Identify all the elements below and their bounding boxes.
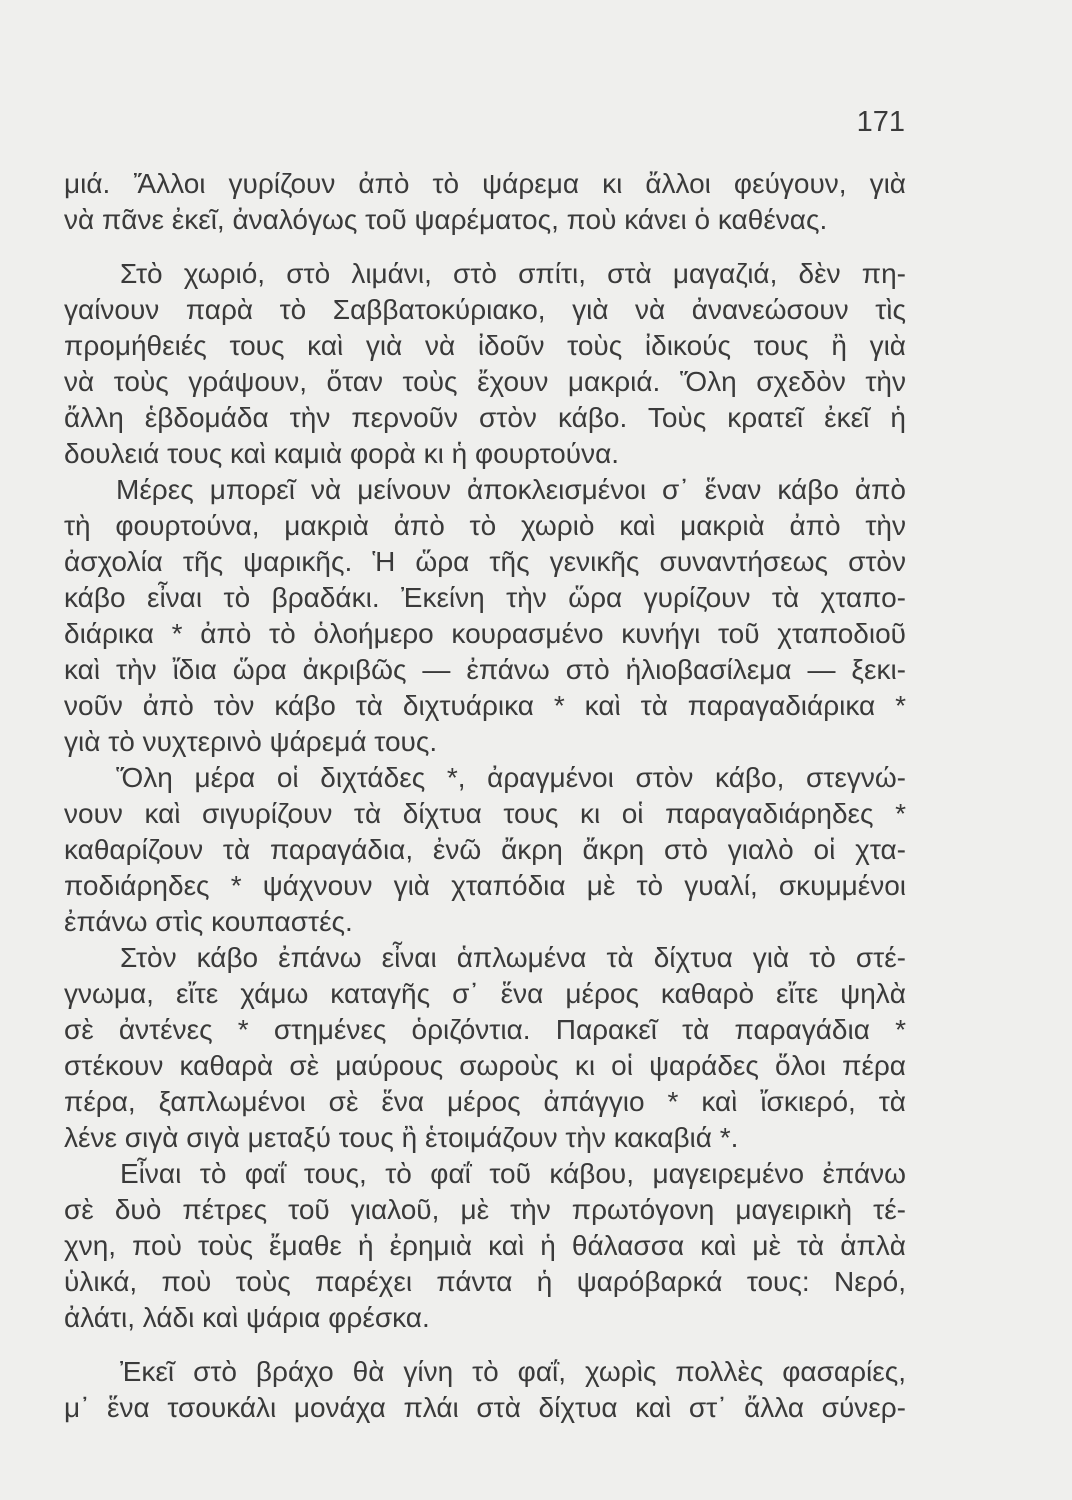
text-line: ἀλάτι, λάδι καὶ ψάρια φρέσκα.: [64, 1302, 430, 1333]
text-line: Στὸ χωριό, στὸ λιμάνι, στὸ σπίτι, στὰ μαγαζιά, δὲν πη-: [120, 258, 906, 289]
text-line: μιά. Ἄλλοι γυρίζουν ἀπὸ τὸ ψάρεμα κι ἄλλοι φεύγουν, γιὰ: [64, 168, 906, 199]
text-line: λένε σιγὰ σιγὰ μεταξύ τους ἢ ἑτοιμάζουν τὴν κακαβιά *.: [64, 1122, 739, 1153]
text-line: νὰ τοὺς γράψουν, ὅταν τοὺς ἔχουν μακριά. Ὅλη σχεδὸν τὴν: [64, 366, 906, 397]
text-line: χνη, ποὺ τοὺς ἔμαθε ἡ ἐρημιὰ καὶ ἡ θάλασσα καὶ μὲ τὰ ἁπλὰ: [64, 1230, 906, 1261]
text-line: στέκουν καθαρὰ σὲ μαύρους σωροὺς κι οἱ ψαράδες ὅλοι πέρα: [64, 1050, 906, 1081]
text-line: Στὸν κάβο ἐπάνω εἶναι ἁπλωμένα τὰ δίχτυα γιὰ τὸ στέ-: [120, 942, 906, 973]
text-line: κάβο εἶναι τὸ βραδάκι. Ἐκείνη τὴν ὥρα γυρίζουν τὰ χταπο-: [64, 582, 906, 613]
text-line: διάρικα * ἀπὸ τὸ ὁλοήμερο κουρασμένο κυνήγι τοῦ χταποδιοῦ: [64, 618, 906, 649]
text-line: καὶ τὴν ἴδια ὥρα ἀκριβῶς — ἐπάνω στὸ ἡλιοβασίλεμα — ξεκι-: [64, 654, 906, 685]
text-line: νοῦν ἀπὸ τὸν κάβο τὰ διχτυάρικα * καὶ τὰ παραγαδιάρικα *: [64, 690, 906, 721]
page-number: 171: [856, 106, 905, 138]
text-line: πέρα, ξαπλωμένοι σὲ ἕνα μέρος ἀπάγγιο * καὶ ἴσκιερό, τὰ: [64, 1086, 906, 1117]
text-line: δουλειά τους καὶ καμιὰ φορὰ κι ἡ φουρτούνα.: [64, 438, 620, 469]
text-line: γαίνουν παρὰ τὸ Σαββατοκύριακο, γιὰ νὰ ἀνανεώσουν τὶς: [64, 294, 906, 325]
text-line: Ὅλη μέρα οἱ διχτάδες *, ἀραγμένοι στὸν κάβο, στεγνώ-: [116, 762, 906, 793]
text-line: μ᾽ ἕνα τσουκάλι μονάχα πλάι στὰ δίχτυα καὶ στ᾽ ἄλλα σύνερ-: [64, 1392, 906, 1423]
text-line: ποδιάρηδες * ψάχνουν γιὰ χταπόδια μὲ τὸ γυαλί, σκυμμένοι: [64, 870, 906, 901]
text-line: νουν καὶ σιγυρίζουν τὰ δίχτυα τους κι οἱ παραγαδιάρηδες *: [64, 798, 906, 829]
text-line: προμήθειές τους καὶ γιὰ νὰ ἰδοῦν τοὺς ἰδικούς τους ἢ γιὰ: [64, 330, 906, 361]
text-line: σὲ ἀντένες * στημένες ὁριζόντια. Παρακεῖ τὰ παραγάδια *: [64, 1014, 906, 1045]
text-line: καθαρίζουν τὰ παραγάδια, ἐνῶ ἄκρη ἄκρη στὸ γιαλὸ οἱ χτα-: [64, 834, 906, 865]
text-line: ἄλλη ἑβδομάδα τὴν περνοῦν στὸν κάβο. Τοὺς κρατεῖ ἐκεῖ ἡ: [64, 402, 906, 433]
text-line: σὲ δυὸ πέτρες τοῦ γιαλοῦ, μὲ τὴν πρωτόγονη μαγειρικὴ τέ-: [64, 1194, 906, 1225]
text-line: Ἐκεῖ στὸ βράχο θὰ γίνη τὸ φαΐ, χωρὶς πολλὲς φασαρίες,: [120, 1356, 906, 1387]
text-line: νὰ πᾶνε ἐκεῖ, ἀναλόγως τοῦ ψαρέματος, ποὺ κάνει ὁ καθένας.: [64, 204, 828, 235]
text-line: ἐπάνω στὶς κουπαστές.: [64, 906, 353, 937]
text-line: γιὰ τὸ νυχτερινὸ ψάρεμά τους.: [64, 726, 438, 757]
text-line: ὑλικά, ποὺ τοὺς παρέχει πάντα ἡ ψαρόβαρκά τους: Νερό,: [64, 1266, 906, 1297]
text-line: γνωμα, εἴτε χάμω καταγῆς σ᾽ ἕνα μέρος καθαρὸ εἴτε ψηλὰ: [64, 978, 906, 1009]
text-line: Μέρες μπορεῖ νὰ μείνουν ἀποκλεισμένοι σ᾽ ἕναν κάβο ἀπὸ: [116, 474, 906, 505]
text-line: ἀσχολία τῆς ψαρικῆς. Ἡ ὥρα τῆς γενικῆς συναντήσεως στὸν: [64, 546, 906, 577]
text-line: Εἶναι τὸ φαΐ τους, τὸ φαΐ τοῦ κάβου, μαγειρεμένο ἐπάνω: [120, 1158, 906, 1189]
text-line: τὴ φουρτούνα, μακριὰ ἀπὸ τὸ χωριὸ καὶ μακριὰ ἀπὸ τὴν: [64, 510, 906, 541]
